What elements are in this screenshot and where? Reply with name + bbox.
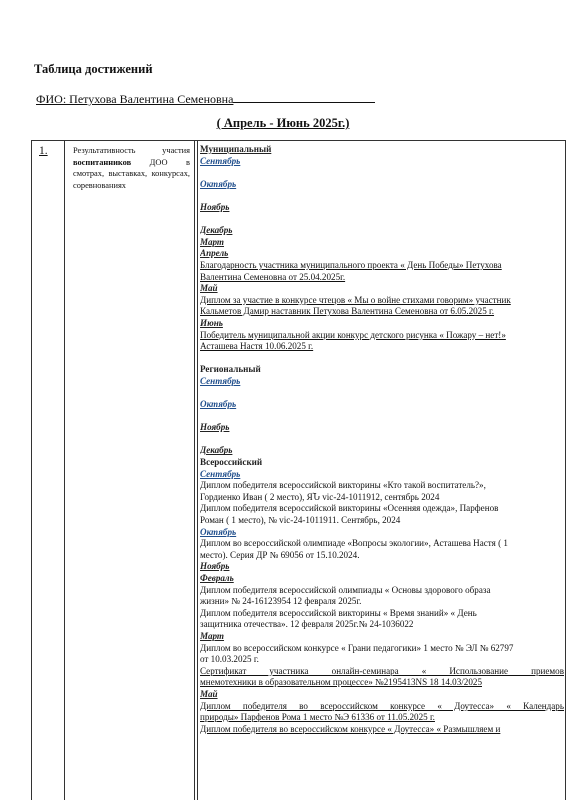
blank-line — [200, 434, 564, 446]
achievement-line: Роман ( 1 место), № vic-24-1011911. Сентябрь, 2024 — [200, 515, 401, 525]
month-heading: Декабрь — [200, 225, 233, 236]
report-period: ( Апрель - Июнь 2025г.) — [216, 116, 350, 130]
blank-line — [200, 167, 564, 179]
blank-line — [200, 353, 564, 365]
month-heading: Сентябрь — [200, 375, 241, 386]
achievement-line: защитника отечества». 12 февраля 2025г.№ 24-1036022 — [200, 619, 414, 630]
month-heading: Март — [200, 630, 225, 641]
blank-line — [200, 411, 564, 423]
fio-line — [36, 91, 375, 107]
achievement-line: от 10.03.2025 г. — [200, 654, 259, 665]
row-number-cell — [32, 141, 65, 800]
achievement-line: Кальметов Дамир наставник Петухова Валентина Семеновна от 6.05.2025 г. — [200, 306, 495, 317]
month-heading: Март — [200, 236, 225, 247]
achievement-line: Победитель муниципальной акции конкурс детского рисунка « Пожару – нет!» — [200, 329, 506, 340]
month-heading: Октябрь — [200, 399, 237, 410]
achievement-line: место). Серия ДР № 69056 от 15.10.2024. — [200, 549, 360, 560]
achievement-line: Диплом победителя во всероссийском конкурсе « Доутесса» « Размышляем и — [200, 723, 501, 734]
achievement-line: Диплом победителя всероссийской викторины «Осенняя одежда», Парфенов — [200, 503, 499, 514]
month-heading: Июнь — [200, 317, 223, 328]
month-heading: Октябрь — [200, 526, 237, 537]
achievement-line: природы» Парфенов Рома 1 место №Э 61336 от 11.05.2025 г. — [200, 712, 435, 723]
achievement-line: Диплом победителя всероссийской викторины «Кто такой воспитатель?», — [200, 480, 486, 491]
month-heading: Декабрь — [200, 445, 233, 456]
month-heading: Ноябрь — [200, 422, 230, 433]
fio-underline-fill — [233, 91, 375, 103]
achievement-line: Благодарность участника муниципального проекта « День Победы» Петухова — [200, 259, 502, 270]
criterion-text-bold: воспитанников — [73, 157, 132, 167]
achievement-line: Диплом во всероссийской олимпиаде «Вопросы экологии», Асташева Настя ( 1 — [200, 538, 508, 549]
blank-line — [200, 387, 564, 399]
month-heading: Ноябрь — [200, 561, 230, 572]
blank-line — [200, 214, 564, 226]
criterion-text-2: ДОО в смотрах, выставках, конкурсах, соревнованиях — [73, 157, 190, 190]
level-heading: Всероссийский — [200, 457, 263, 468]
achievement-line: Асташева Настя 10.06.2025 г. — [200, 341, 314, 352]
achievement-line: Диплом победителя всероссийской викторины « Время знаний» « День — [200, 607, 477, 618]
month-heading: Ноябрь — [200, 201, 230, 212]
month-heading: Май — [200, 688, 218, 699]
achievements-table — [31, 140, 566, 800]
month-heading: Май — [200, 283, 218, 294]
document-title: Таблица достижений — [34, 62, 153, 76]
achievement-line: Диплом победителя всероссийской олимпиады « Основы здорового образа — [200, 584, 491, 595]
criterion-cell — [65, 141, 195, 800]
row-number: 1. — [39, 145, 48, 157]
criterion-text-1: Результативность участия — [73, 146, 190, 155]
month-heading: Октябрь — [200, 178, 237, 189]
achievement-line: Валентина Семеновна от 25.04.2025г. — [200, 271, 346, 282]
achievement-line: Диплом победителя во всероссийском конкурсе « Доутесса» « Календарь — [200, 700, 564, 711]
achievement-line: жизни» № 24-16123954 12 февраля 2025г. — [200, 596, 362, 607]
month-heading: Сентябрь — [200, 468, 241, 479]
achievements-cell — [197, 141, 565, 800]
achievement-line: Диплом во всероссийском конкурсе « Грани педагогики» 1 место № ЭЛ № 62797 — [200, 642, 514, 653]
achievement-line: Сертификат участника онлайн-семинара « Использование приемов — [200, 665, 564, 676]
fio-text: ФИО: Петухова Валентина Семеновна — [36, 92, 234, 106]
month-heading: Сентябрь — [200, 155, 241, 166]
achievement-line: мнемотехники в образовательном процессе» №2195413NS 18 14.03/2025 — [200, 677, 482, 688]
month-heading: Февраль — [200, 572, 234, 583]
achievement-line: Диплом за участие в конкурсе чтецов « Мы о войне стихами говорим» участник — [200, 294, 511, 305]
level-heading: Муниципальный — [200, 144, 272, 154]
blank-line — [200, 190, 564, 202]
achievement-line: Гордиенко Иван ( 2 место), ЯՆ vic-24-1011912, сентябрь 2024 — [200, 491, 440, 502]
level-heading: Региональный — [200, 364, 261, 375]
month-heading: Апрель — [200, 248, 229, 259]
